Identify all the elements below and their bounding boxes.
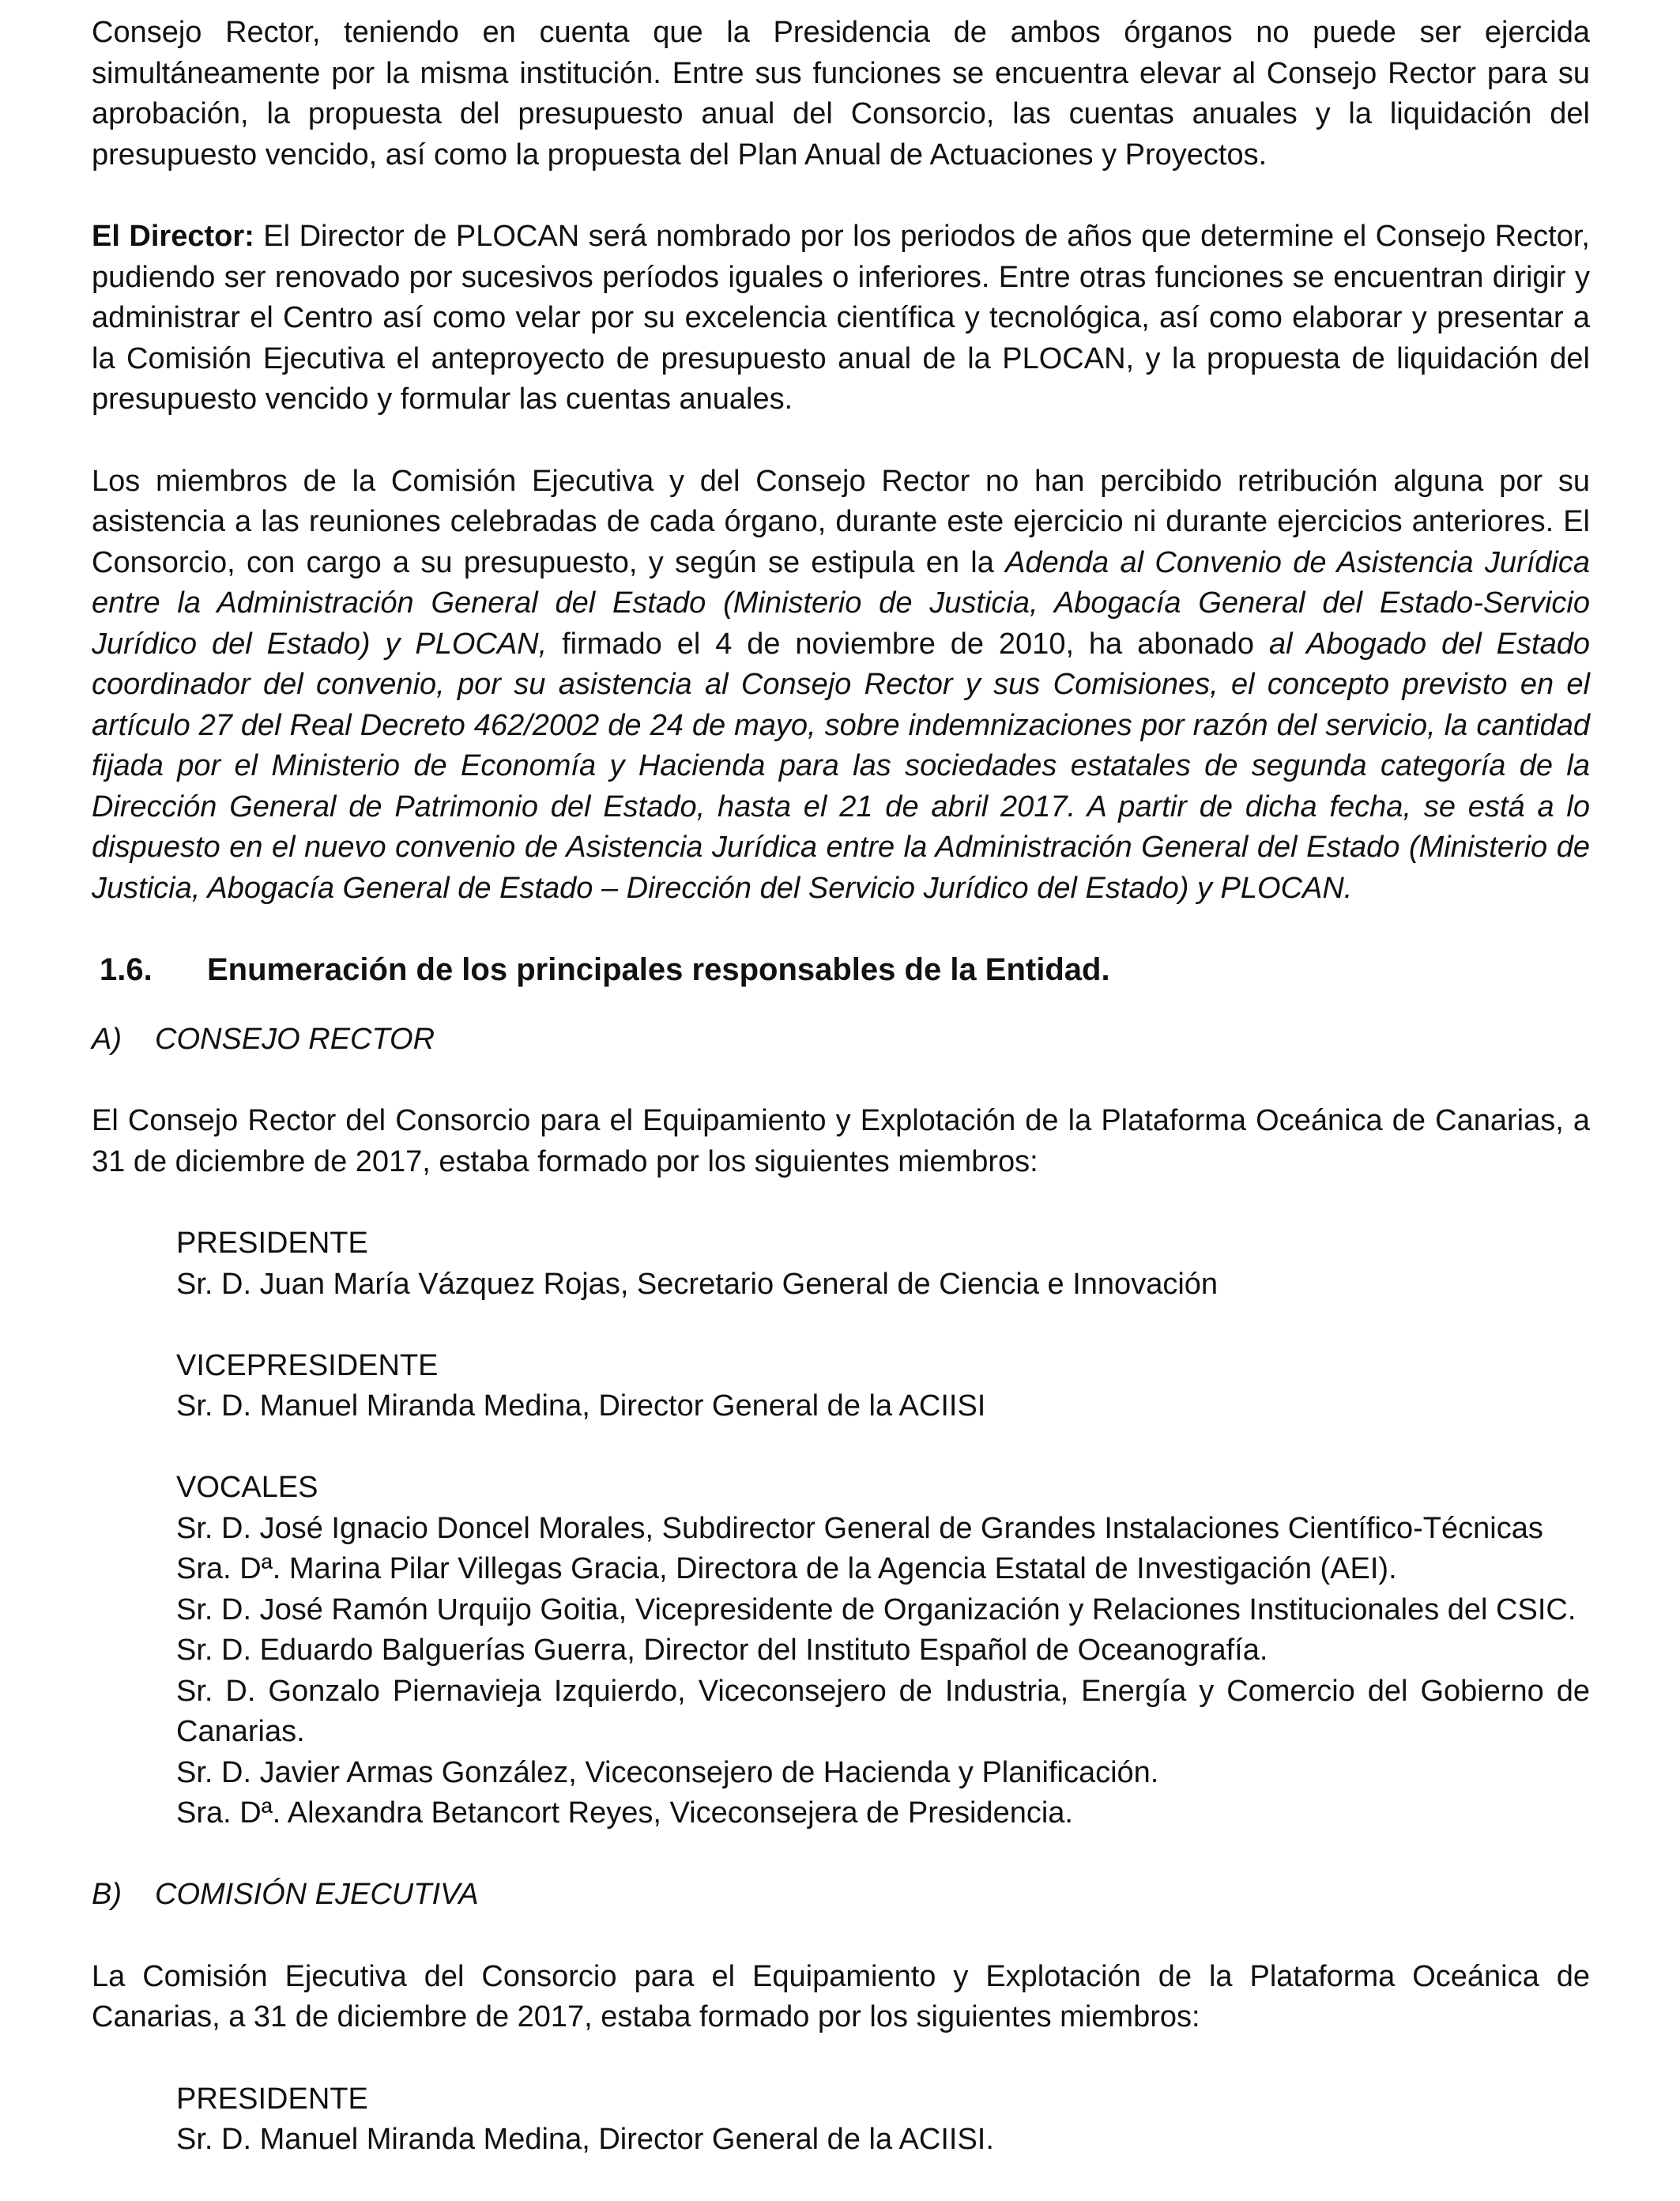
member-line: Sr. D. Javier Armas González, Viceconsejero de Hacienda y Planificación. [176,1755,1159,1789]
paragraph-comision-intro: La Comisión Ejecutiva del Consorcio para el Equipamiento y Explotación de la Plataforma Oceánica de Canarias, a 31 de diciembre de 2017, estaba formado por los siguientes miembros: [92,1959,1590,2033]
director-text: El Director de PLOCAN será nombrado por los periodos de años que determine el Consejo Rector, pudiendo ser renovado por sucesivos períodos iguales o inferiores. Entre otras funciones se encuentran dirigir y administrar el Centro así como velar por su excelencia científica y tecnológica, así como elaborar y presentar a la Comisión Ejecutiva el anteproyecto de presupuesto anual de la PLOCAN, y la propuesta de liquidación del presupuesto vencido y formular las cuentas anuales. [92,220,1590,416]
consejo-vicepresidente-block [176,1346,1590,1427]
document-page [92,13,1590,2201]
subheading-letter: A) [92,1022,122,1056]
consejo-presidente-block [176,1223,1590,1305]
section-title: Enumeración de los principales responsables de la Entidad. [207,952,1110,987]
comision-presidente-block [176,2079,1590,2161]
member-line: Sr. D. Gonzalo Piernavieja Izquierdo, Viceconsejero de Industria, Energía y Comercio del Gobierno de Canarias. [176,1674,1590,1748]
subheading-comision-ejecutiva [92,1875,1590,1916]
section-heading [100,950,1590,991]
role-label: VOCALES [176,1471,318,1504]
role-label: VICEPRESIDENTE [176,1348,439,1382]
retribucion-text-2: firmado el 4 de noviembre de 2010, ha abonado [547,627,1269,661]
role-label: PRESIDENTE [176,2082,368,2116]
paragraph-consejo-rector-functions: Consejo Rector, teniendo en cuenta que la Presidencia de ambos órganos no puede ser ejercida simultáneamente por la misma institución. Entre sus funciones se encuentra elevar al Consejo Rector para su aprobación, la propuesta del presupuesto anual del Consorcio, las cuentas anuales y la liquidación del presupuesto vencido, así como la propuesta del Plan Anual de Actuaciones y Proyectos. [92,16,1590,171]
member-line: Sra. Dª. Marina Pilar Villegas Gracia, Directora de la Agencia Estatal de Investigación (AEI). [176,1552,1397,1585]
member-line: Sr. D. Manuel Miranda Medina, Director General de la ACIISI. [176,2123,994,2156]
subheading-consejo-rector [92,1019,1590,1061]
section-number: 1.6. [100,952,153,987]
retribucion-italic-1: Adenda al Convenio de Asistencia Jurídica entre la Administración General del Estado (Ministerio de Justicia, Abogacía General del Estado-Servicio Jurídico del Estado) y PLOCAN, [92,545,1590,661]
retribucion-italic-2: al Abogado del Estado coordinador del convenio, por su asistencia al Consejo Rector y sus Comisiones, el concepto previsto en el artículo 27 del Real Decreto 462/2002 de 24 de mayo, sobre indemnizaciones por razón del servicio, la cantidad fijada por el Ministerio de Economía y Hacienda para las sociedades estatales de segunda categoría de la Dirección General de Patrimonio del Estado, hasta el 21 de abril 2017. A partir de dicha fecha, se está a lo dispuesto en el nuevo convenio de Asistencia Jurídica entre la Administración General del Estado (Ministerio de Justicia, Abogacía General de Estado – Dirección del Servicio Jurídico del Estado) y PLOCAN. [92,627,1590,905]
subheading-title: COMISIÓN EJECUTIVA [155,1878,479,1911]
member-line: Sra. Dª. Alexandra Betancort Reyes, Viceconsejera de Presidencia. [176,1796,1073,1830]
paragraph-director [92,217,1590,420]
member-line: Sr. D. Juan María Vázquez Rojas, Secretario General de Ciencia e Innovación [176,1267,1219,1301]
role-label: PRESIDENTE [176,1227,368,1260]
member-line: Sr. D. José Ramón Urquijo Goitia, Vicepresidente de Organización y Relaciones Institucionales del CSIC. [176,1592,1576,1626]
subheading-title: CONSEJO RECTOR [155,1022,435,1056]
subheading-letter: B) [92,1878,122,1911]
member-line: Sr. D. Eduardo Balguerías Guerra, Director del Instituto Español de Oceanografía. [176,1634,1268,1667]
consejo-vocales-block [176,1468,1590,1834]
member-line: Sr. D. Manuel Miranda Medina, Director General de la ACIISI [176,1389,986,1423]
retribucion-text-1: Los miembros de la Comisión Ejecutiva y del Consejo Rector no han percibido retribución alguna por su asistencia a las reuniones celebradas de cada órgano, durante este ejercicio ni durante ejercicios anteriores. El Consorcio, con cargo a su presupuesto, y según se estipula en la [92,464,1590,579]
member-line: Sr. D. José Ignacio Doncel Morales, Subdirector General de Grandes Instalaciones Científico-Técnicas [176,1511,1543,1545]
director-label: El Director: [92,220,254,253]
paragraph-retribucion [92,462,1590,910]
paragraph-consejo-intro: El Consejo Rector del Consorcio para el Equipamiento y Explotación de la Plataforma Oceánica de Canarias, a 31 de diciembre de 2017, estaba formado por los siguientes miembros: [92,1104,1590,1178]
